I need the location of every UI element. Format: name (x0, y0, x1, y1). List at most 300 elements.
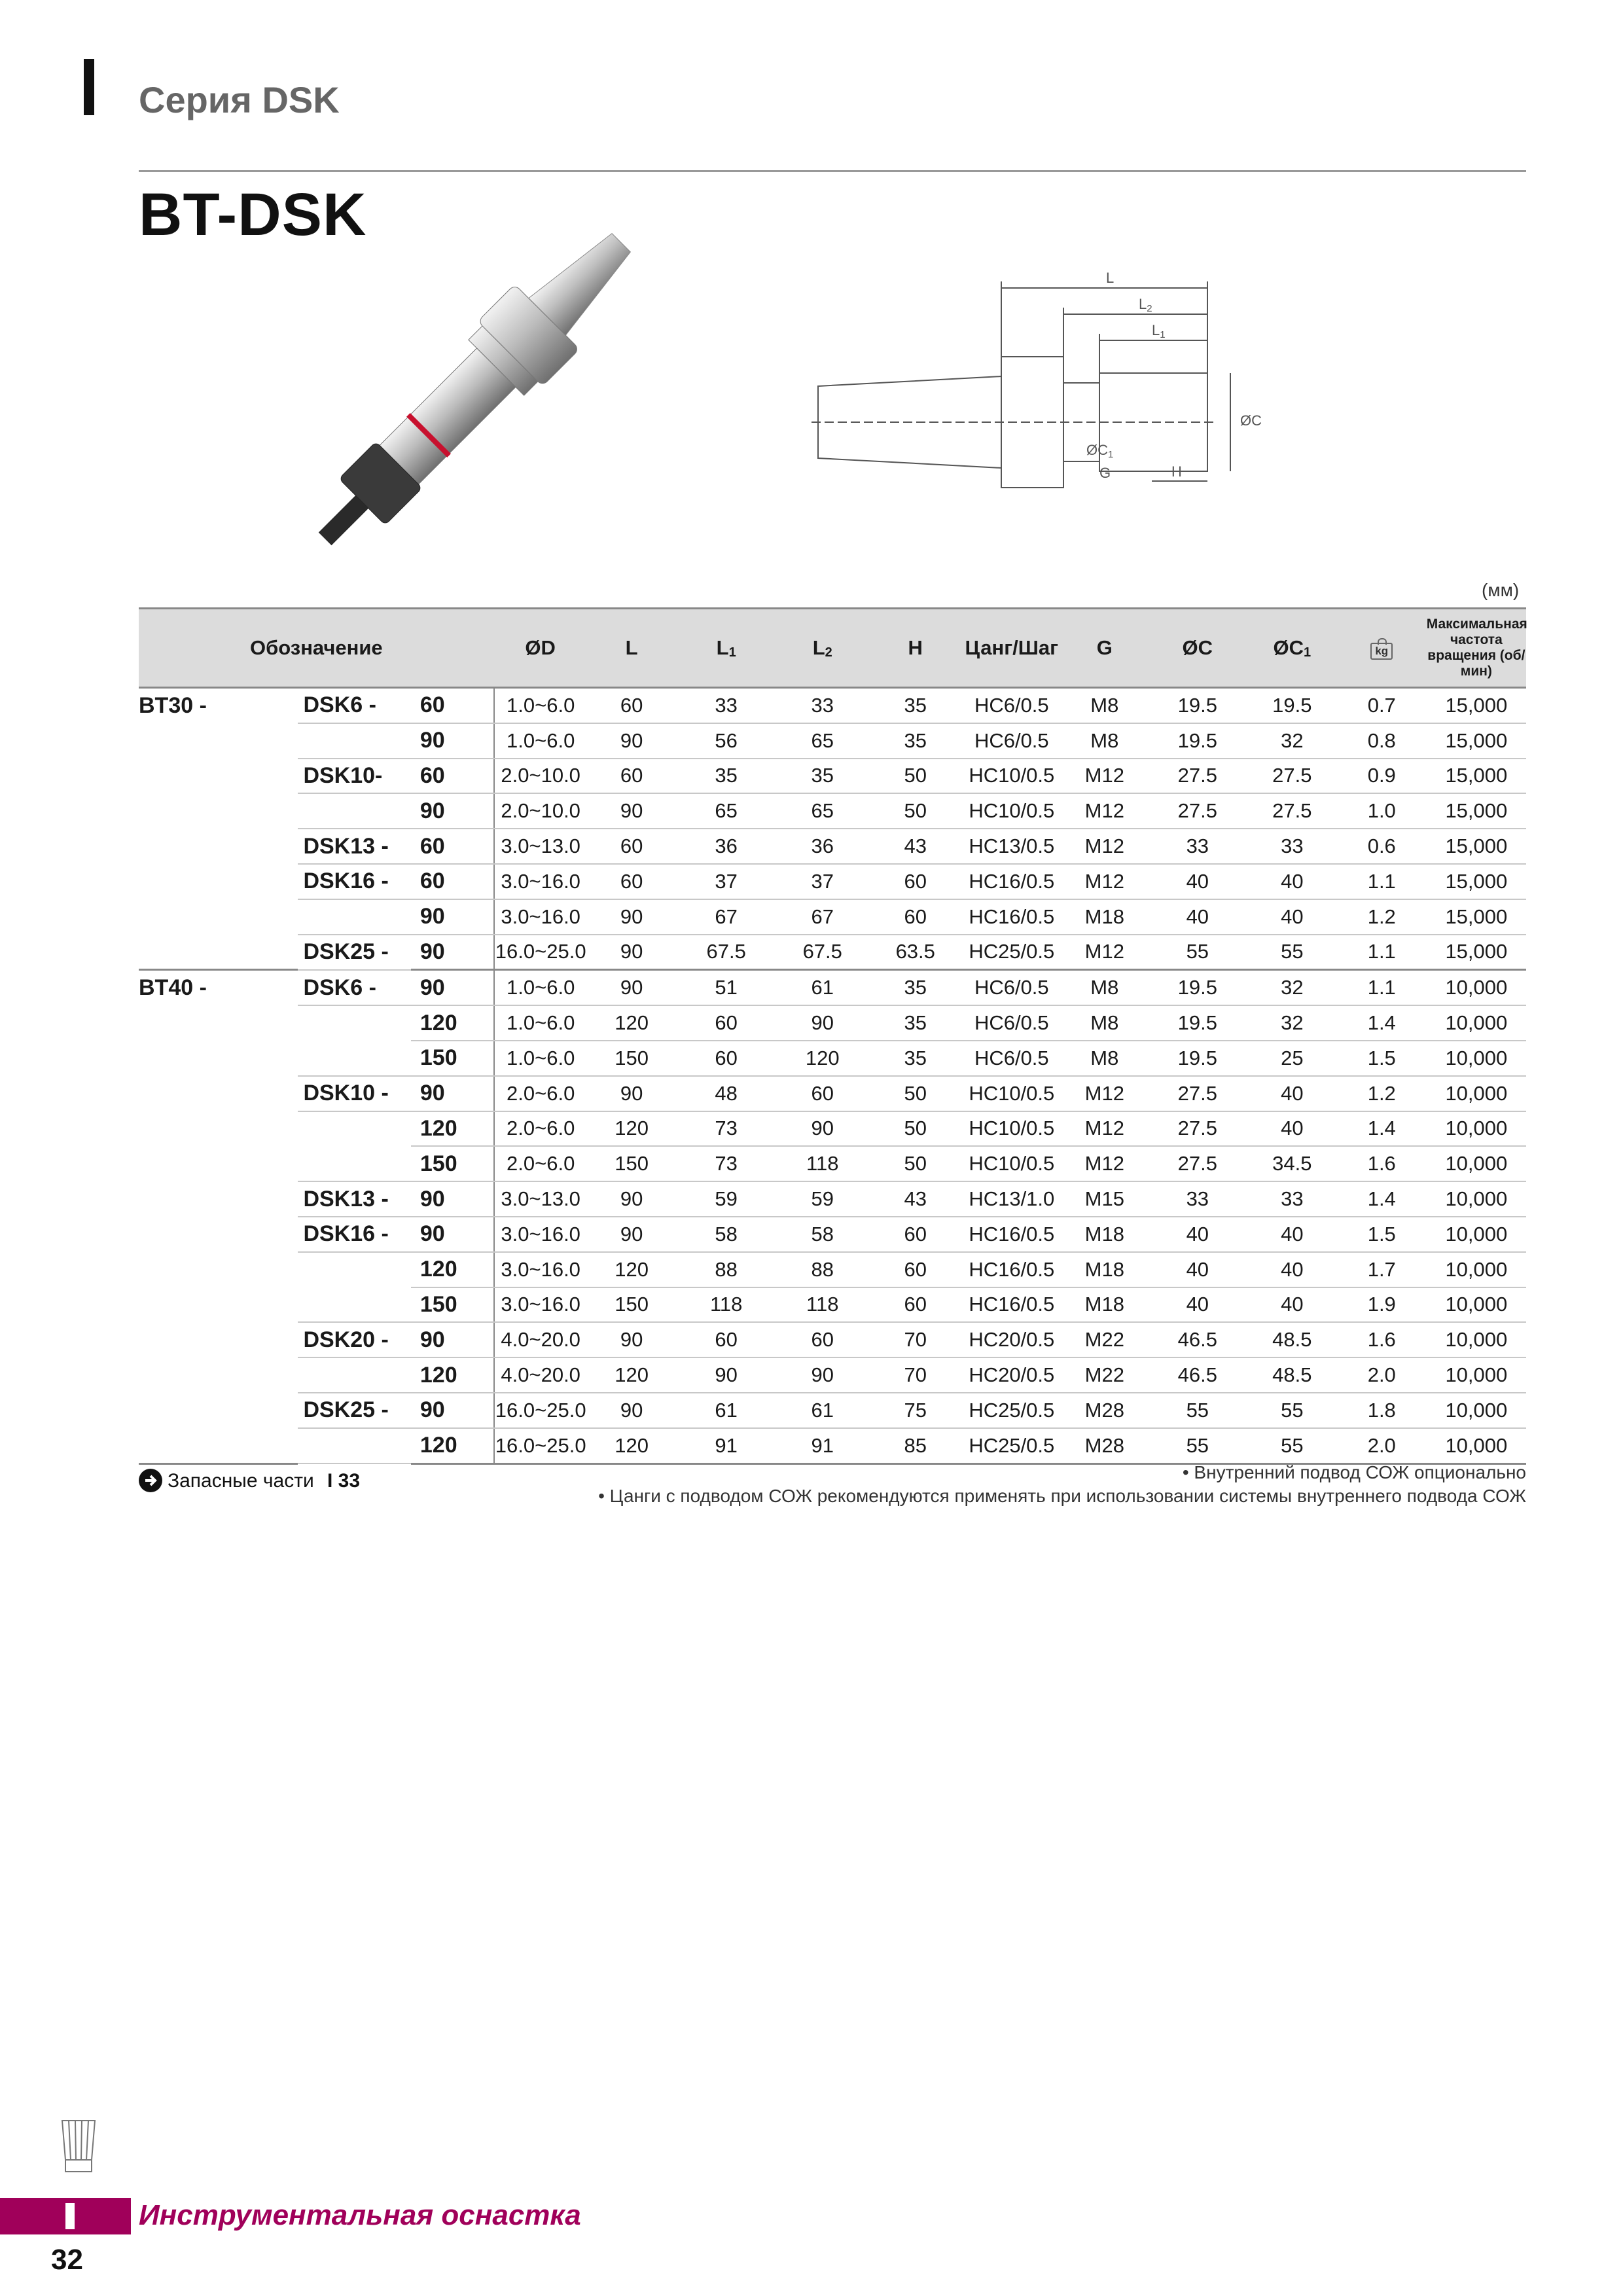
d-cell: 4.0~20.0 (494, 1322, 587, 1357)
l1-cell: 58 (677, 1217, 776, 1252)
l1-cell: 73 (677, 1146, 776, 1181)
kg-cell: 2.0 (1337, 1357, 1427, 1393)
l-cell: 120 (587, 1428, 677, 1463)
collet-cell: HC25/0.5 (962, 1428, 1061, 1463)
c1-cell: 40 (1247, 1111, 1337, 1147)
model-cell: DSK13 - (298, 829, 410, 864)
c1-cell: 33 (1247, 829, 1337, 864)
rpm-cell: 15,000 (1427, 935, 1526, 970)
c-cell: 33 (1148, 829, 1247, 864)
table-row (139, 864, 1526, 899)
d-cell: 2.0~6.0 (494, 1111, 587, 1147)
kg-cell: 1.4 (1337, 1005, 1427, 1041)
h-cell: 60 (869, 1287, 962, 1323)
series-cell (139, 1111, 298, 1147)
rpm-cell: 15,000 (1427, 829, 1526, 864)
c-cell: 46.5 (1148, 1322, 1247, 1357)
c1-cell: 19.5 (1247, 688, 1337, 723)
d-cell: 1.0~6.0 (494, 1005, 587, 1041)
l2-cell: 67 (776, 899, 869, 935)
l1-cell: 61 (677, 1393, 776, 1428)
h-cell: 43 (869, 829, 962, 864)
model-cell (298, 1252, 410, 1287)
table-row (139, 723, 1526, 759)
rpm-cell: 10,000 (1427, 1217, 1526, 1252)
l1-cell: 67 (677, 899, 776, 935)
series-cell (139, 1217, 298, 1252)
c-cell: 55 (1148, 1428, 1247, 1463)
table-row (139, 1428, 1526, 1463)
model-cell (298, 1005, 410, 1041)
table-row (139, 1005, 1526, 1041)
table-row (139, 829, 1526, 864)
g-cell: M8 (1061, 688, 1148, 723)
l1-cell: 60 (677, 1041, 776, 1076)
c1-cell: 40 (1247, 1252, 1337, 1287)
h-cell: 70 (869, 1322, 962, 1357)
kg-cell: 1.0 (1337, 793, 1427, 829)
h-cell: 50 (869, 793, 962, 829)
g-cell: M18 (1061, 1252, 1148, 1287)
series-cell: BT30 - (139, 688, 298, 723)
l-cell: 60 (587, 688, 677, 723)
note-coolant-collets: • Цанги с подводом СОЖ рекомендуются применять при использовании системы внутреннего подвода СОЖ (598, 1486, 1526, 1506)
series-cell (139, 1322, 298, 1357)
length-cell: 120 (411, 1005, 494, 1041)
dim-label-l1: L1 (1152, 322, 1166, 340)
d-cell: 3.0~16.0 (494, 864, 587, 899)
length-cell: 90 (411, 1181, 494, 1217)
collet-icon (46, 2114, 111, 2179)
table-row (139, 1252, 1526, 1287)
l1-cell: 91 (677, 1428, 776, 1463)
c-cell: 40 (1148, 1252, 1247, 1287)
c-cell: 55 (1148, 1393, 1247, 1428)
c-cell: 27.5 (1148, 1146, 1247, 1181)
l-cell: 150 (587, 1146, 677, 1181)
l-cell: 90 (587, 723, 677, 759)
rpm-cell: 10,000 (1427, 1041, 1526, 1076)
l2-cell: 118 (776, 1287, 869, 1323)
collet-cell: HC13/0.5 (962, 829, 1061, 864)
l2-cell: 90 (776, 1005, 869, 1041)
table-row (139, 1076, 1526, 1111)
collet-cell: HC6/0.5 (962, 1041, 1061, 1076)
l2-cell: 35 (776, 759, 869, 794)
kg-cell: 0.7 (1337, 688, 1427, 723)
l2-cell: 67.5 (776, 935, 869, 970)
c-cell: 19.5 (1148, 1041, 1247, 1076)
model-cell (298, 1357, 410, 1393)
model-cell (298, 1287, 410, 1323)
dim-label-l: L (1106, 270, 1115, 286)
unit-label: (мм) (1482, 580, 1520, 600)
h-cell: 75 (869, 1393, 962, 1428)
kg-cell: 2.0 (1337, 1428, 1427, 1463)
collet-cell: HC16/0.5 (962, 1287, 1061, 1323)
rpm-cell: 10,000 (1427, 1181, 1526, 1217)
rpm-cell: 10,000 (1427, 1111, 1526, 1147)
table-row (139, 793, 1526, 829)
g-cell: M8 (1061, 970, 1148, 1005)
h-cell: 35 (869, 1005, 962, 1041)
series-cell (139, 1428, 298, 1463)
length-cell: 120 (411, 1357, 494, 1393)
l2-cell: 118 (776, 1146, 869, 1181)
table-header-row (139, 609, 1526, 688)
series-cell (139, 1287, 298, 1323)
g-cell: M8 (1061, 1041, 1148, 1076)
col-weight (1337, 609, 1427, 688)
rpm-cell: 15,000 (1427, 723, 1526, 759)
model-cell: DSK13 - (298, 1181, 410, 1217)
l2-cell: 61 (776, 1393, 869, 1428)
collet-cell: HC25/0.5 (962, 1393, 1061, 1428)
col-designation: Обозначение (139, 609, 494, 688)
l2-cell: 65 (776, 793, 869, 829)
length-cell: 90 (411, 1322, 494, 1357)
collet-cell: HC6/0.5 (962, 688, 1061, 723)
l1-cell: 67.5 (677, 935, 776, 970)
l-cell: 90 (587, 899, 677, 935)
c1-cell: 48.5 (1247, 1322, 1337, 1357)
spare-parts-label[interactable]: Запасные части (168, 1470, 314, 1492)
l2-cell: 120 (776, 1041, 869, 1076)
l1-cell: 73 (677, 1111, 776, 1147)
col-c: ØC (1148, 609, 1247, 688)
kg-cell: 1.2 (1337, 1076, 1427, 1111)
model-cell: DSK10- (298, 759, 410, 794)
series-cell (139, 1041, 298, 1076)
collet-cell: HC16/0.5 (962, 899, 1061, 935)
c1-cell: 40 (1247, 864, 1337, 899)
g-cell: M22 (1061, 1322, 1148, 1357)
c-cell: 27.5 (1148, 793, 1247, 829)
c1-cell: 32 (1247, 723, 1337, 759)
series-cell (139, 1357, 298, 1393)
series-cell (139, 723, 298, 759)
rpm-cell: 10,000 (1427, 1428, 1526, 1463)
l2-cell: 33 (776, 688, 869, 723)
collet-cell: HC6/0.5 (962, 970, 1061, 1005)
h-cell: 50 (869, 1146, 962, 1181)
page-number: 32 (51, 2244, 83, 2276)
d-cell: 3.0~16.0 (494, 899, 587, 935)
model-cell (298, 1111, 410, 1147)
c-cell: 46.5 (1148, 1357, 1247, 1393)
length-cell: 90 (411, 935, 494, 970)
table-row (139, 1357, 1526, 1393)
h-cell: 35 (869, 970, 962, 1005)
collet-cell: HC6/0.5 (962, 723, 1061, 759)
length-cell: 150 (411, 1146, 494, 1181)
g-cell: M18 (1061, 1217, 1148, 1252)
l-cell: 90 (587, 1322, 677, 1357)
c1-cell: 34.5 (1247, 1146, 1337, 1181)
g-cell: M12 (1061, 1076, 1148, 1111)
d-cell: 2.0~6.0 (494, 1076, 587, 1111)
l1-cell: 59 (677, 1181, 776, 1217)
kg-cell: 1.6 (1337, 1146, 1427, 1181)
l2-cell: 90 (776, 1111, 869, 1147)
l2-cell: 90 (776, 1357, 869, 1393)
rpm-cell: 15,000 (1427, 793, 1526, 829)
series-cell: BT40 - (139, 970, 298, 1005)
rpm-cell: 10,000 (1427, 1252, 1526, 1287)
g-cell: M22 (1061, 1357, 1148, 1393)
length-cell: 60 (411, 688, 494, 723)
c-cell: 27.5 (1148, 1076, 1247, 1111)
collet-cell: HC10/0.5 (962, 759, 1061, 794)
g-cell: M8 (1061, 1005, 1148, 1041)
collet-cell: HC10/0.5 (962, 1076, 1061, 1111)
collet-cell: HC13/1.0 (962, 1181, 1061, 1217)
length-cell: 60 (411, 829, 494, 864)
rpm-cell: 10,000 (1427, 1322, 1526, 1357)
rpm-cell: 15,000 (1427, 759, 1526, 794)
g-cell: M12 (1061, 793, 1148, 829)
c1-cell: 55 (1247, 1393, 1337, 1428)
dim-label-c: ØC (1240, 412, 1262, 429)
d-cell: 3.0~13.0 (494, 1181, 587, 1217)
kg-cell: 1.4 (1337, 1111, 1427, 1147)
table-row (139, 935, 1526, 970)
section-band-marker (65, 2203, 75, 2229)
c1-cell: 48.5 (1247, 1357, 1337, 1393)
d-cell: 3.0~13.0 (494, 829, 587, 864)
h-cell: 35 (869, 723, 962, 759)
series-cell (139, 1181, 298, 1217)
rpm-cell: 10,000 (1427, 1005, 1526, 1041)
series-cell (139, 793, 298, 829)
d-cell: 1.0~6.0 (494, 1041, 587, 1076)
l-cell: 90 (587, 793, 677, 829)
dim-label-h: H (1171, 463, 1182, 480)
table-row (139, 1287, 1526, 1323)
spare-parts-page[interactable]: I 33 (327, 1470, 361, 1492)
kg-cell: 1.1 (1337, 935, 1427, 970)
series-cell (139, 1076, 298, 1111)
l1-cell: 88 (677, 1252, 776, 1287)
kg-cell: 1.9 (1337, 1287, 1427, 1323)
table-row (139, 1322, 1526, 1357)
table-row (139, 1146, 1526, 1181)
g-cell: M12 (1061, 1146, 1148, 1181)
length-cell: 90 (411, 723, 494, 759)
c1-cell: 40 (1247, 1287, 1337, 1323)
table-row (139, 688, 1526, 723)
l-cell: 60 (587, 829, 677, 864)
c1-cell: 27.5 (1247, 759, 1337, 794)
weight-icon: kg (1370, 643, 1393, 660)
model-cell (298, 723, 410, 759)
note-coolant-optional: • Внутренний подвод СОЖ опционально (1182, 1462, 1526, 1482)
table-row (139, 1393, 1526, 1428)
d-cell: 2.0~6.0 (494, 1146, 587, 1181)
length-cell: 120 (411, 1111, 494, 1147)
c-cell: 27.5 (1148, 759, 1247, 794)
kg-cell: 1.6 (1337, 1322, 1427, 1357)
l1-cell: 56 (677, 723, 776, 759)
model-cell: DSK10 - (298, 1076, 410, 1111)
col-g: G (1061, 609, 1148, 688)
h-cell: 60 (869, 899, 962, 935)
l1-cell: 33 (677, 688, 776, 723)
dim-label-c1: ØC1 (1086, 442, 1114, 460)
rpm-cell: 15,000 (1427, 688, 1526, 723)
rpm-cell: 10,000 (1427, 1076, 1526, 1111)
model-cell (298, 1428, 410, 1463)
l2-cell: 36 (776, 829, 869, 864)
collet-cell: HC10/0.5 (962, 1111, 1061, 1147)
c1-cell: 27.5 (1247, 793, 1337, 829)
col-d: ØD (494, 609, 587, 688)
l-cell: 90 (587, 935, 677, 970)
section-footer-title: Инструментальная оснастка (139, 2199, 581, 2231)
series-cell (139, 864, 298, 899)
l-cell: 120 (587, 1357, 677, 1393)
product-title: BT-DSK (139, 181, 367, 248)
h-cell: 35 (869, 688, 962, 723)
collet-cell: HC16/0.5 (962, 1217, 1061, 1252)
d-cell: 3.0~16.0 (494, 1217, 587, 1252)
d-cell: 1.0~6.0 (494, 688, 587, 723)
d-cell: 16.0~25.0 (494, 935, 587, 970)
l1-cell: 35 (677, 759, 776, 794)
l-cell: 150 (587, 1041, 677, 1076)
h-cell: 50 (869, 759, 962, 794)
g-cell: M18 (1061, 1287, 1148, 1323)
model-cell: DSK25 - (298, 1393, 410, 1428)
l2-cell: 37 (776, 864, 869, 899)
length-cell: 150 (411, 1041, 494, 1076)
h-cell: 43 (869, 1181, 962, 1217)
length-cell: 150 (411, 1287, 494, 1323)
c-cell: 55 (1148, 935, 1247, 970)
dim-label-g: G (1099, 465, 1111, 481)
kg-cell: 1.7 (1337, 1252, 1427, 1287)
series-cell (139, 1146, 298, 1181)
c-cell: 19.5 (1148, 1005, 1247, 1041)
c-cell: 19.5 (1148, 688, 1247, 723)
col-collet: Цанг/Шаг (962, 609, 1061, 688)
c1-cell: 55 (1247, 935, 1337, 970)
model-cell: DSK6 - (298, 970, 410, 1005)
length-cell: 90 (411, 1393, 494, 1428)
g-cell: M12 (1061, 1111, 1148, 1147)
model-cell: DSK20 - (298, 1322, 410, 1357)
length-cell: 90 (411, 970, 494, 1005)
model-cell: DSK25 - (298, 935, 410, 970)
l-cell: 60 (587, 864, 677, 899)
header-divider (139, 170, 1526, 172)
d-cell: 3.0~16.0 (494, 1252, 587, 1287)
kg-cell: 0.8 (1337, 723, 1427, 759)
length-cell: 90 (411, 793, 494, 829)
d-cell: 1.0~6.0 (494, 970, 587, 1005)
rpm-cell: 10,000 (1427, 1146, 1526, 1181)
c-cell: 40 (1148, 899, 1247, 935)
table-row (139, 1041, 1526, 1076)
table-row (139, 899, 1526, 935)
h-cell: 63.5 (869, 935, 962, 970)
h-cell: 50 (869, 1111, 962, 1147)
c1-cell: 33 (1247, 1181, 1337, 1217)
h-cell: 50 (869, 1076, 962, 1111)
rpm-cell: 10,000 (1427, 1393, 1526, 1428)
collet-cell: HC20/0.5 (962, 1322, 1061, 1357)
l-cell: 150 (587, 1287, 677, 1323)
technical-drawing (812, 268, 1309, 517)
l1-cell: 37 (677, 864, 776, 899)
model-cell: DSK6 - (298, 688, 410, 723)
l-cell: 60 (587, 759, 677, 794)
series-cell (139, 1005, 298, 1041)
g-cell: M28 (1061, 1393, 1148, 1428)
h-cell: 60 (869, 864, 962, 899)
col-rpm: Максимальная частота вращения (об/мин) (1427, 609, 1526, 688)
model-cell: DSK16 - (298, 864, 410, 899)
kg-cell: 1.8 (1337, 1393, 1427, 1428)
d-cell: 16.0~25.0 (494, 1428, 587, 1463)
length-cell: 60 (411, 864, 494, 899)
kg-cell: 0.9 (1337, 759, 1427, 794)
kg-cell: 1.5 (1337, 1217, 1427, 1252)
l2-cell: 59 (776, 1181, 869, 1217)
c1-cell: 32 (1247, 970, 1337, 1005)
table-row (139, 759, 1526, 794)
kg-cell: 0.6 (1337, 829, 1427, 864)
series-cell (139, 759, 298, 794)
collet-cell: HC6/0.5 (962, 1005, 1061, 1041)
g-cell: M15 (1061, 1181, 1148, 1217)
collet-cell: HC16/0.5 (962, 1252, 1061, 1287)
col-l: L (587, 609, 677, 688)
series-cell (139, 829, 298, 864)
c-cell: 40 (1148, 1287, 1247, 1323)
series-cell (139, 1393, 298, 1428)
rpm-cell: 10,000 (1427, 970, 1526, 1005)
h-cell: 35 (869, 1041, 962, 1076)
kg-cell: 1.4 (1337, 1181, 1427, 1217)
g-cell: M12 (1061, 829, 1148, 864)
l-cell: 90 (587, 1181, 677, 1217)
col-l1: $L_1$ (677, 609, 776, 688)
l-cell: 90 (587, 1393, 677, 1428)
l2-cell: 88 (776, 1252, 869, 1287)
col-h: H (869, 609, 962, 688)
col-c1: $ØC_1$ (1247, 609, 1337, 688)
c-cell: 40 (1148, 864, 1247, 899)
h-cell: 70 (869, 1357, 962, 1393)
model-cell (298, 899, 410, 935)
section-marker (84, 59, 94, 115)
l1-cell: 60 (677, 1005, 776, 1041)
c1-cell: 32 (1247, 1005, 1337, 1041)
series-cell (139, 899, 298, 935)
l-cell: 120 (587, 1252, 677, 1287)
d-cell: 2.0~10.0 (494, 793, 587, 829)
series-title: Серия DSK (139, 79, 340, 120)
l1-cell: 65 (677, 793, 776, 829)
spec-table (139, 607, 1526, 1465)
kg-cell: 1.2 (1337, 899, 1427, 935)
product-photo (249, 216, 707, 583)
series-cell (139, 1252, 298, 1287)
l1-cell: 48 (677, 1076, 776, 1111)
d-cell: 3.0~16.0 (494, 1287, 587, 1323)
d-cell: 2.0~10.0 (494, 759, 587, 794)
